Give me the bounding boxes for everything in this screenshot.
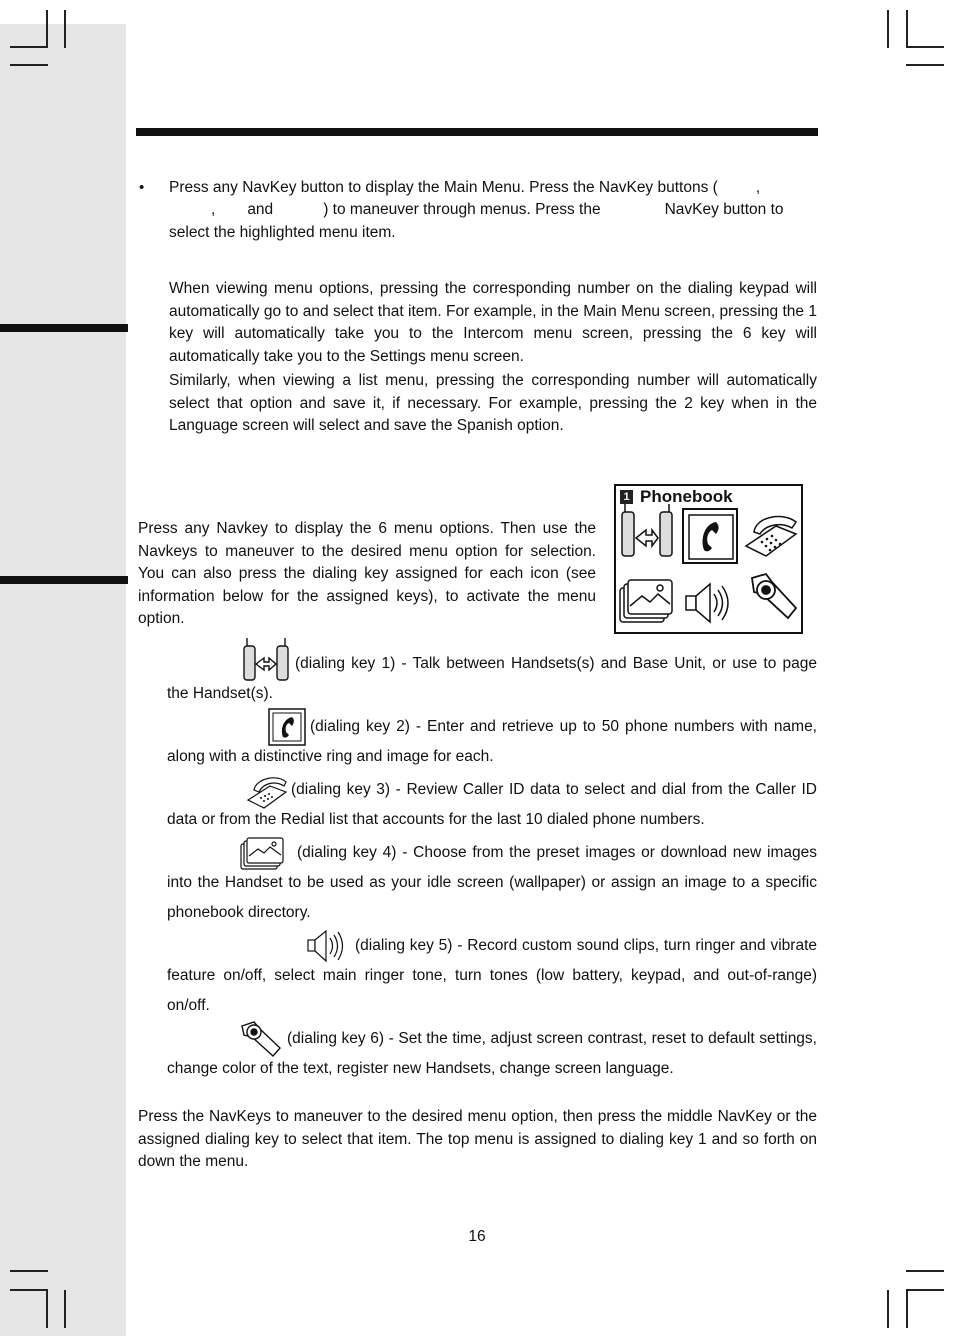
picture-icon <box>620 580 672 622</box>
menu-item-text: (dialing key 3) - Review Caller ID data to select and dial from the Caller ID data or from the Redial list that accounts for the last 10 dialed phone numbers. <box>167 781 817 828</box>
intercom-icon <box>622 504 672 556</box>
comma: , <box>211 201 216 218</box>
menu-item-text: (dialing key 2) - Enter and retrieve up to 50 phone numbers with name, along with a distinctive ring and image for each. <box>167 718 817 765</box>
line-text: ) to maneuver through menus. Press the <box>323 201 601 218</box>
header-rule <box>136 128 818 136</box>
main-menu-screen-illustration <box>614 484 803 634</box>
list-menu-paragraph: Similarly, when viewing a list menu, pressing the corresponding number will automatically select that option and save it, if necessary. For example, pressing the 2 key when in the Language screen will select and save the Spanish option. <box>169 372 817 434</box>
gray-margin-band <box>0 24 126 1336</box>
comma: , <box>755 179 761 196</box>
caller-id-icon <box>746 517 796 556</box>
line-text: Press any NavKey button to display the Main Menu. Press the NavKey buttons ( <box>169 179 718 196</box>
menu-item-text: (dialing key 4) - Choose from the preset images or download new images into the Handset to be used as your idle screen (wallpaper) or assign an image to a specific phonebook directory. <box>167 844 817 921</box>
menu-item-text: (dialing key 5) - Record custom sound clips, turn ringer and vibrate feature on/off, select main ringer tone, turn tones (low battery, keypad, and out-of-range) on/off. <box>167 937 817 1014</box>
menu-item-text: (dialing key 6) - Set the time, adjust screen contrast, reset to default settings, change color of the text, register new Handsets, change screen language. <box>167 1030 817 1077</box>
phonebook-icon <box>683 509 737 563</box>
bullet-dot: • <box>139 179 145 196</box>
line-text: select the highlighted menu item. <box>169 224 396 241</box>
section-tab-top-edge <box>0 324 128 332</box>
and-word: and <box>247 201 274 218</box>
screen-title: Phonebook <box>640 487 733 506</box>
shortcut-paragraph: When viewing menu options, pressing the corresponding number on the dialing keypad will automatically go to and select that item. For example, in the Main Menu screen, pressing the 1 key will automatically take you to the Intercom menu screen, pressing the 6 key will automatically take you to the Settings menu screen. <box>169 280 817 365</box>
page-number: 16 <box>468 1228 486 1245</box>
closing-paragraph: Press the NavKeys to maneuver to the desired menu option, then press the middle NavKey or the assigned dialing key to select that item. The top menu is assigned to dialing key 1 and so forth on down the menu. <box>138 1108 817 1170</box>
line-text: NavKey button to <box>664 201 784 218</box>
menu-number-badge: 1 <box>620 490 633 504</box>
menu-intro-paragraph: Press any Navkey to display the 6 menu options. Then use the Navkeys to maneuver to the desired menu option for selection. You can also press the dialing key assigned for each icon (see information below for the assigned keys), to activate the menu option. <box>138 520 596 627</box>
sound-icon <box>686 584 728 622</box>
settings-wrench-icon <box>752 574 796 618</box>
section-tab-bottom-edge <box>0 576 128 584</box>
menu-item-text: (dialing key 1) - Talk between Handsets(s) and Base Unit, or use to page the Handset(s). <box>167 655 817 702</box>
